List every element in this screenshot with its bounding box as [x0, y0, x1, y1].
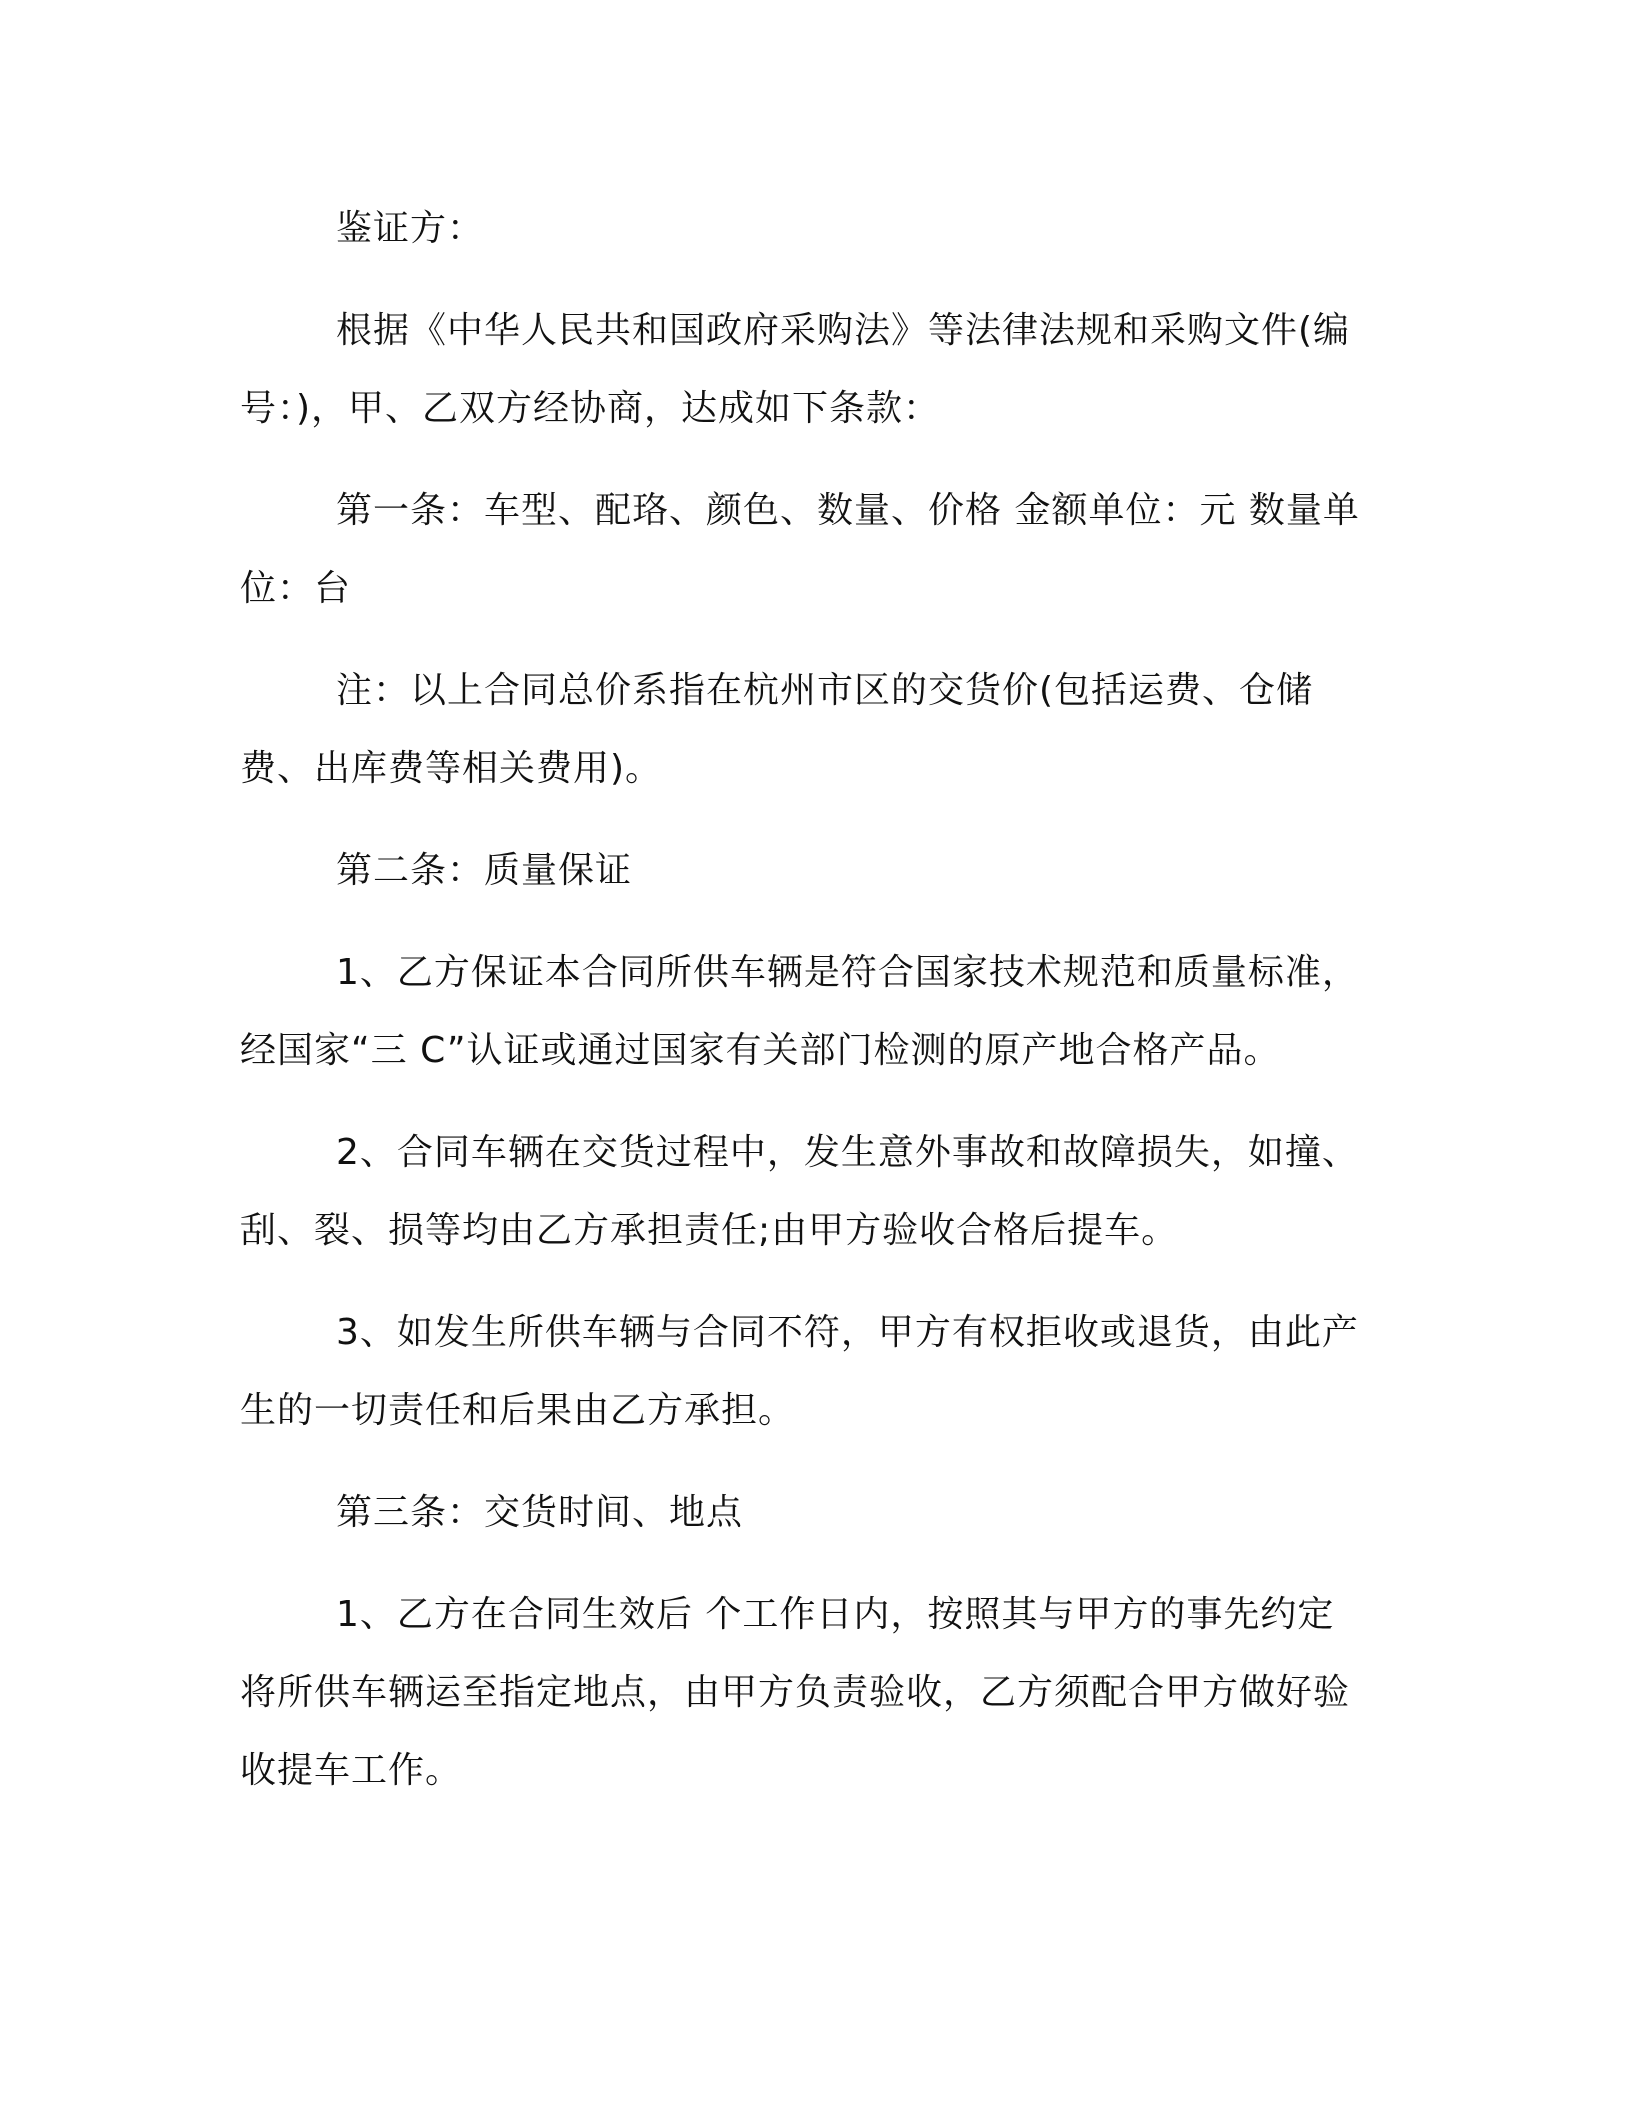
article-2-item-2: 2、合同车辆在交货过程中，发生意外事故和故障损失，如撞、刮、裂、损等均由乙方承担责任;由甲方验收合格后提车。: [240, 1132, 1359, 1251]
article-2-heading: 第二条：质量保证: [336, 850, 633, 891]
article-3-item-1: 1、乙方在合同生效后 个工作日内，按照其与甲方的事先约定将所供车辆运至指定地点，由甲方负责验收，乙方须配合甲方做好验收提车工作。: [240, 1594, 1351, 1791]
article-3-heading: 第三条：交货时间、地点: [336, 1492, 744, 1533]
document-body: [240, 190, 1370, 1810]
legal-basis-paragraph: 根据《中华人民共和国政府采购法》等法律法规和采购文件(编号：)，甲、乙双方经协商，达成如下条款：: [240, 310, 1351, 429]
article-2-item-1: 1、乙方保证本合同所供车辆是符合国家技术规范和质量标准，经国家“三 C”认证或通过国家有关部门检测的原产地合格产品。: [240, 952, 1359, 1071]
article-1-heading: 第一条：车型、配珞、颜色、数量、价格 金额单位：元 数量单位：台: [240, 490, 1360, 609]
price-note-paragraph: 注：以上合同总价系指在杭州市区的交货价(包括运费、仓储费、出库费等相关费用)。: [240, 670, 1314, 789]
verifier-line: 鉴证方：: [336, 208, 485, 249]
article-2-item-3: 3、如发生所供车辆与合同不符，甲方有权拒收或退货，由此产生的一切责任和后果由乙方承担。: [240, 1312, 1359, 1431]
